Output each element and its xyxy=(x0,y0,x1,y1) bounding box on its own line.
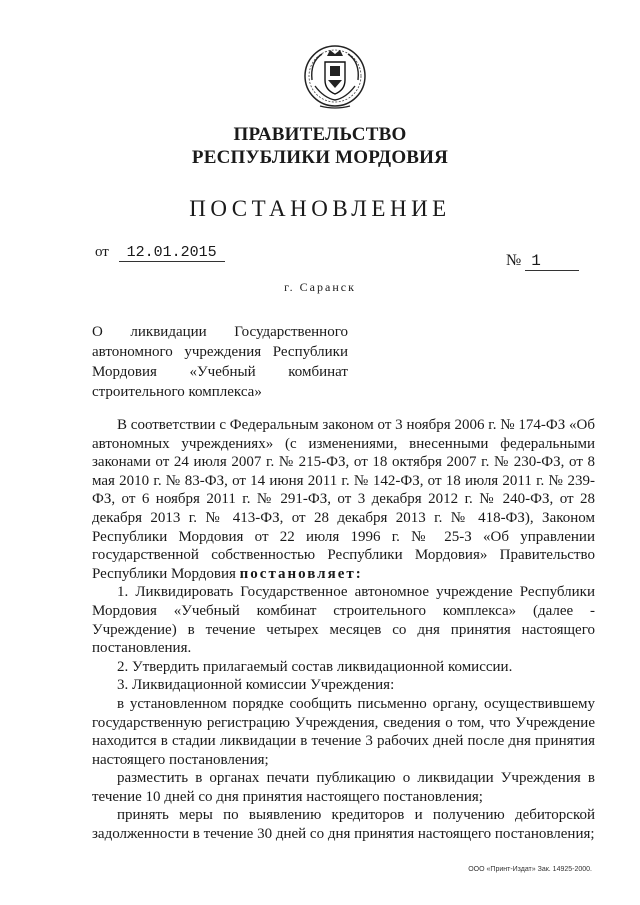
government-title-line2: РЕСПУБЛИКИ МОРДОВИЯ xyxy=(191,147,449,168)
item-2-paragraph: 2. Утвердить прилагаемый состав ликвидационной комиссии. xyxy=(117,658,513,675)
resolves-keyword: постановляет: xyxy=(239,565,363,582)
document-body xyxy=(92,416,595,844)
number-field xyxy=(506,252,579,271)
number-prefix: № xyxy=(506,252,522,269)
item-3a-paragraph: в установленном порядке сообщить письменно органу, осуществившему государственную регистрацию Учреждения, сведения о том, что Учреждение находится в стадии ликвидации в течение 3 рабочих дней после дня принятия настоящего постановления; xyxy=(92,695,595,768)
preamble-text: В соответствии с Федеральным законом от 3 ноября 2006 г. № 174-ФЗ «Об автономных учреждениях» (с изменениями, внесенными федеральными законами от 24 июля 2007 г. № 215-ФЗ, от 18 октября 2007 г. № 230-ФЗ, от 8 мая 2010 г. № 83-ФЗ, от 14 июня 2011 г. № 142-ФЗ, от 18 июля 2011 г. № 239-ФЗ, от 6 ноября 2011 г. № 291-ФЗ, от 3 декабря 2012 г. № 240-ФЗ, от 28 декабря 2013 г. № 413-ФЗ, от 28 декабря 2013 г. № 418-ФЗ), Законом Республики Мордовия от 22 июля 1996 г. № 25-З «Об управлении государственной собственностью Республики Мордовия» Правительство Республики Мордовия xyxy=(92,417,595,582)
government-title-line1: ПРАВИТЕЛЬСТВО xyxy=(233,124,407,145)
date-prefix: от xyxy=(95,244,109,260)
item-3-paragraph: 3. Ликвидационной комиссии Учреждения: xyxy=(117,677,395,694)
coat-of-arms-emblem xyxy=(300,40,370,110)
number-value: 1 xyxy=(525,252,579,271)
item-1-paragraph: 1. Ликвидировать Государственное автономное учреждение Республики Мордовия «Учебный комбинат строительного комплекса» (далее - Учреждение) в течение четырех месяцев со дня принятия настоящего постановления. xyxy=(92,584,595,657)
preamble-paragraph xyxy=(92,416,595,583)
date-field xyxy=(95,244,225,261)
document-type-title: ПОСТАНОВЛЕНИЕ xyxy=(189,196,451,221)
city-line: г. Саранск xyxy=(284,280,356,294)
item-3c-paragraph: принять меры по выявлению кредиторов и получению дебиторской задолженности в течение 30 дней со дня принятия настоящего постановления; xyxy=(92,807,595,843)
date-value: 12.01.2015 xyxy=(119,244,225,262)
printer-footer-note: ООО «Принт-Издат» Зак. 14925-2000. xyxy=(468,866,592,873)
document-subject: О ликвидации Государственного автономного учреждения Республики Мордовия «Учебный комбинат строительного комплекса» xyxy=(92,324,348,400)
item-3b-paragraph: разместить в органах печати публикацию о ликвидации Учреждения в течение 10 дней со дня принятия настоящего постановления; xyxy=(92,770,595,805)
